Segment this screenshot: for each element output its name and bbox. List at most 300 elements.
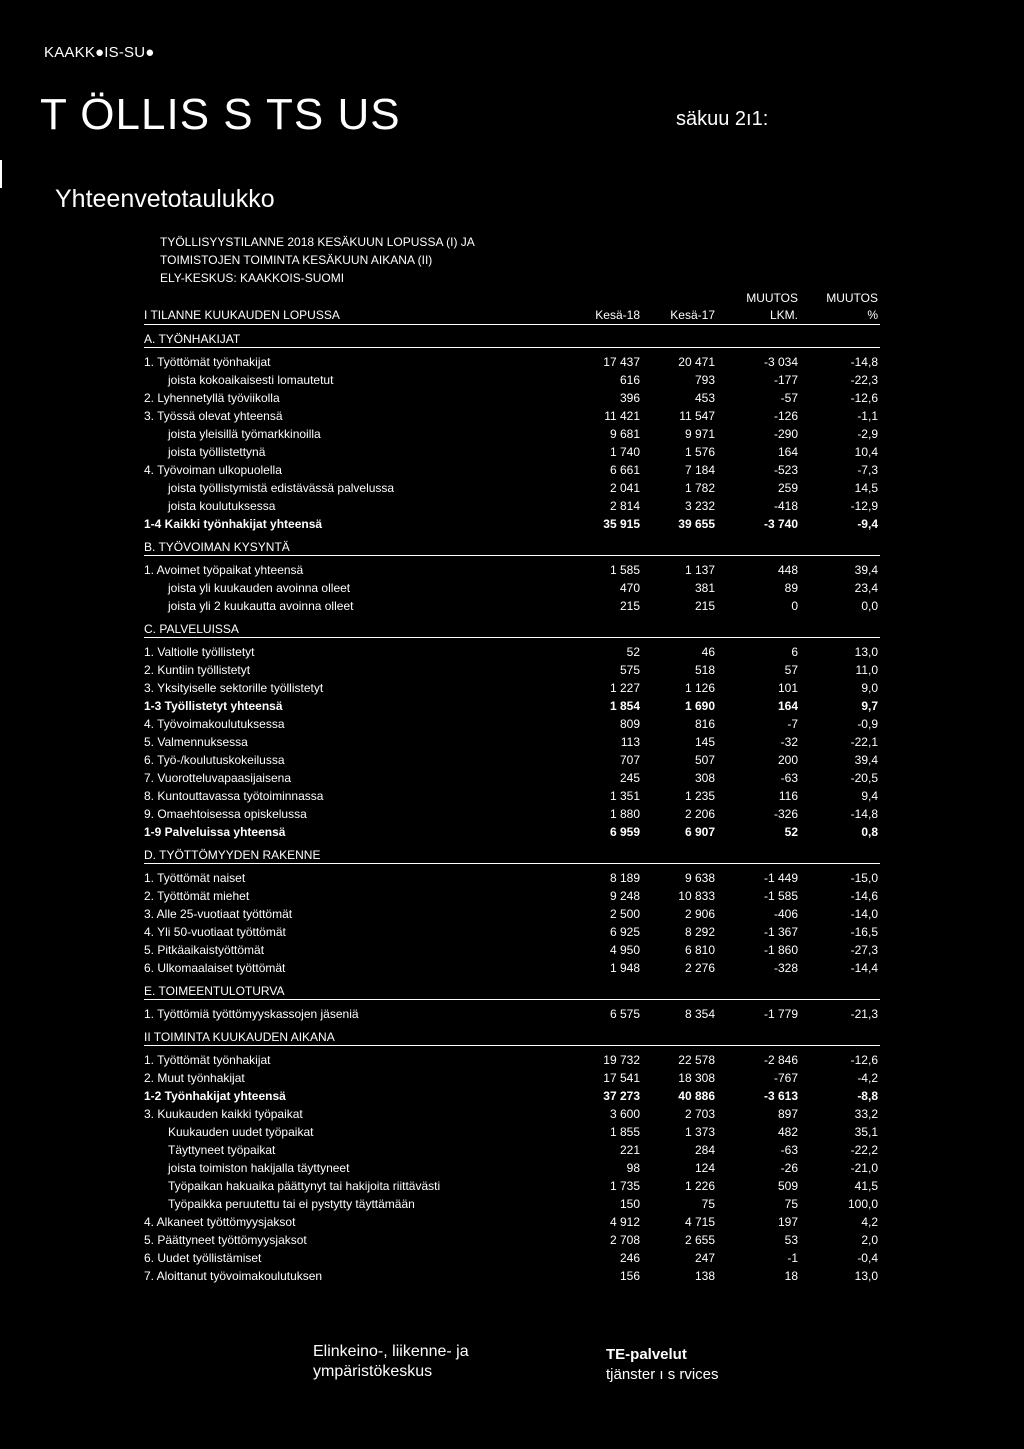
value-change: 200 — [777, 753, 798, 767]
value-current: 52 — [626, 645, 640, 659]
table-row — [144, 561, 880, 579]
table-row — [144, 661, 880, 679]
value-previous: 4 715 — [684, 1215, 715, 1229]
value-change-percent: 39,4 — [854, 753, 878, 767]
value-previous: 20 471 — [678, 355, 715, 369]
value-current: 17 437 — [603, 355, 640, 369]
row-label: joista koulutuksessa — [168, 499, 276, 513]
value-change-percent: -15,0 — [850, 871, 878, 885]
value-change-percent: 0,8 — [861, 825, 878, 839]
value-previous: 2 906 — [684, 907, 715, 921]
value-previous: 1 782 — [684, 481, 715, 495]
value-current: 215 — [619, 599, 640, 613]
value-change: -63 — [780, 771, 798, 785]
table-row — [144, 1123, 880, 1141]
table-row — [144, 959, 880, 977]
value-previous: 284 — [694, 1143, 715, 1157]
margin-mark — [0, 160, 2, 188]
value-change-percent: -7,3 — [857, 463, 878, 477]
row-label: joista kokoaikaisesti lomautetut — [168, 373, 334, 387]
value-change: -767 — [773, 1071, 798, 1085]
value-change: -418 — [773, 499, 798, 513]
row-label: 1. Avoimet työpaikat yhteensä — [144, 563, 304, 577]
value-change-percent: -22,1 — [850, 735, 878, 749]
section-heading — [144, 330, 880, 348]
section-heading — [144, 620, 880, 638]
value-current: 809 — [619, 717, 640, 731]
table-row — [144, 479, 880, 497]
value-current: 3 600 — [609, 1107, 640, 1121]
row-label: Työpaikan hakuaika päättynyt tai hakijoita riittävästi — [168, 1179, 441, 1193]
value-change: 482 — [777, 1125, 798, 1139]
section-heading — [144, 538, 880, 556]
value-previous: 18 308 — [678, 1071, 715, 1085]
section-title: E. TOIMEENTULOTURVA — [144, 984, 285, 998]
section-heading — [144, 982, 880, 1000]
row-label: 6. Työ-/koulutuskokeilussa — [144, 753, 285, 767]
value-previous: 793 — [694, 373, 715, 387]
value-change-percent: -12,6 — [850, 1053, 878, 1067]
table-row — [144, 461, 880, 479]
table-row — [144, 1231, 880, 1249]
table-row — [144, 1159, 880, 1177]
value-change-percent: 2,0 — [861, 1233, 878, 1247]
row-label: 3. Kuukauden kaikki työpaikat — [144, 1107, 303, 1121]
value-previous: 215 — [694, 599, 715, 613]
section-title: B. TYÖVOIMAN KYSYNTÄ — [144, 540, 290, 554]
value-current: 11 421 — [604, 409, 640, 423]
value-current: 1 227 — [609, 681, 640, 695]
value-previous: 2 206 — [684, 807, 715, 821]
row-label: 1-2 Työnhakijat yhteensä — [144, 1089, 286, 1103]
table-row — [144, 697, 880, 715]
value-current: 1 948 — [609, 961, 640, 975]
value-change: 52 — [784, 825, 798, 839]
row-label: 8. Kuntouttavassa työtoiminnassa — [144, 789, 324, 803]
row-label: 2. Muut työnhakijat — [144, 1071, 245, 1085]
row-label: 1. Valtiolle työllistetyt — [144, 645, 255, 659]
te-sub: tjänster ı s rvices — [606, 1366, 719, 1383]
value-change-percent: 11,0 — [855, 663, 878, 677]
value-previous: 124 — [694, 1161, 715, 1175]
value-current: 9 248 — [609, 889, 640, 903]
value-change: -63 — [780, 1143, 798, 1157]
value-previous: 75 — [701, 1197, 715, 1211]
table-row — [144, 679, 880, 697]
value-change: 164 — [777, 445, 798, 459]
value-current: 156 — [619, 1269, 640, 1283]
value-previous: 507 — [694, 753, 715, 767]
value-current: 2 814 — [609, 499, 640, 513]
table-row — [144, 497, 880, 515]
value-current: 6 959 — [609, 825, 640, 839]
value-previous: 816 — [694, 717, 715, 731]
row-label: 3. Työssä olevat yhteensä — [144, 409, 283, 423]
value-change: 116 — [778, 789, 798, 803]
row-label: 1. Työttömät työnhakijat — [144, 1053, 271, 1067]
value-change: -3 034 — [763, 355, 798, 369]
value-change: -1 449 — [763, 871, 798, 885]
value-previous: 1 126 — [684, 681, 715, 695]
table-row — [144, 1105, 880, 1123]
table-row — [144, 823, 880, 841]
value-current: 8 189 — [609, 871, 640, 885]
row-label: 4. Yli 50-vuotiaat työttömät — [144, 925, 286, 939]
row-label: 3. Yksityiselle sektorille työllistetyt — [144, 681, 324, 695]
row-label: 4. Työvoimakoulutuksessa — [144, 717, 285, 731]
value-current: 221 — [619, 1143, 640, 1157]
value-change: 197 — [777, 1215, 798, 1229]
col-header-change-count: MUUTOS — [746, 291, 798, 305]
report-month: säkuu 2ı1: — [676, 108, 769, 130]
value-previous: 2 276 — [684, 961, 715, 975]
value-change-percent: -9,4 — [857, 517, 878, 531]
value-change: 75 — [784, 1197, 798, 1211]
summary-table — [144, 289, 880, 1285]
value-change-percent: -14,8 — [850, 807, 878, 821]
value-change: -32 — [780, 735, 798, 749]
value-change-percent: -20,5 — [850, 771, 878, 785]
value-current: 2 708 — [609, 1233, 640, 1247]
row-label: 1-3 Työllistetyt yhteensä — [144, 699, 283, 713]
value-previous: 7 184 — [684, 463, 715, 477]
value-change-percent: -12,9 — [850, 499, 878, 513]
value-current: 616 — [619, 373, 640, 387]
value-previous: 1 137 — [684, 563, 715, 577]
value-change-percent: -21,3 — [850, 1007, 878, 1021]
value-change: -290 — [773, 427, 798, 441]
table-row — [144, 1267, 880, 1285]
value-current: 246 — [619, 1251, 640, 1265]
row-label: 7. Vuorotteluvapaasijaisena — [144, 771, 291, 785]
value-change: -3 740 — [763, 517, 798, 531]
meta-line: ELY-KESKUS: KAAKKOIS-SUOMI — [160, 271, 345, 285]
row-label: 1-9 Palveluissa yhteensä — [144, 825, 286, 839]
table-row — [144, 1087, 880, 1105]
row-label: joista työllistettynä — [168, 445, 266, 459]
value-previous: 46 — [701, 645, 715, 659]
value-change-percent: -16,5 — [850, 925, 878, 939]
value-current: 17 541 — [603, 1071, 640, 1085]
row-label: Työpaikka peruutettu tai ei pystytty täyttämään — [168, 1197, 415, 1211]
table-row — [144, 923, 880, 941]
value-current: 113 — [620, 735, 640, 749]
value-current: 98 — [626, 1161, 640, 1175]
table-row — [144, 1051, 880, 1069]
value-change: 509 — [777, 1179, 798, 1193]
row-label: 6. Ulkomaalaiset työttömät — [144, 961, 286, 975]
value-current: 1 351 — [609, 789, 640, 803]
table-header — [144, 306, 880, 325]
value-change-percent: -14,0 — [850, 907, 878, 921]
table-row — [144, 389, 880, 407]
value-previous: 11 547 — [679, 409, 715, 423]
value-previous: 1 226 — [684, 1179, 715, 1193]
value-change-percent: 39,4 — [854, 563, 878, 577]
table-row — [144, 805, 880, 823]
table-row — [144, 769, 880, 787]
table-row — [144, 1005, 880, 1023]
row-label: 1. Työttömät työnhakijat — [144, 355, 271, 369]
value-current: 396 — [619, 391, 640, 405]
row-label: joista toimiston hakijalla täyttyneet — [168, 1161, 350, 1175]
value-previous: 2 655 — [684, 1233, 715, 1247]
value-previous: 1 576 — [684, 445, 715, 459]
value-change: -1 779 — [763, 1007, 798, 1021]
value-current: 37 273 — [603, 1089, 640, 1103]
row-label: 1. Työttömät naiset — [144, 871, 246, 885]
value-change: 6 — [791, 645, 798, 659]
value-previous: 8 292 — [684, 925, 715, 939]
table-row — [144, 869, 880, 887]
value-current: 1 735 — [609, 1179, 640, 1193]
value-current: 4 912 — [609, 1215, 640, 1229]
table-row — [144, 1177, 880, 1195]
value-previous: 247 — [694, 1251, 715, 1265]
value-change: -523 — [773, 463, 798, 477]
row-label: Kuukauden uudet työpaikat — [168, 1125, 314, 1139]
value-change: 18 — [784, 1269, 798, 1283]
table-row — [144, 1213, 880, 1231]
table-row — [144, 787, 880, 805]
value-change: 101 — [777, 681, 798, 695]
row-label: joista yli kuukauden avoinna olleet — [168, 581, 351, 595]
value-current: 1 854 — [609, 699, 640, 713]
row-label: 5. Päättyneet työttömyysjaksot — [144, 1233, 307, 1247]
value-change-percent: -4,2 — [857, 1071, 878, 1085]
value-previous: 381 — [694, 581, 715, 595]
value-change: 259 — [777, 481, 798, 495]
row-label: 5. Pitkäaikaistyöttömät — [144, 943, 265, 957]
table-header-top — [144, 289, 880, 306]
table-row — [144, 715, 880, 733]
table-header-label: I TILANNE KUUKAUDEN LOPUSSA — [144, 308, 340, 322]
value-change-percent: 41,5 — [854, 1179, 878, 1193]
value-previous: 9 971 — [684, 427, 715, 441]
value-change-percent: 9,0 — [861, 681, 878, 695]
value-current: 707 — [619, 753, 640, 767]
row-label: 4. Työvoiman ulkopuolella — [144, 463, 282, 477]
value-previous: 6 907 — [684, 825, 715, 839]
value-change: 164 — [777, 699, 798, 713]
row-label: 4. Alkaneet työttömyysjaksot — [144, 1215, 296, 1229]
value-previous: 39 655 — [678, 517, 715, 531]
value-current: 35 915 — [603, 517, 640, 531]
value-change-percent: -1,1 — [857, 409, 878, 423]
value-change-percent: 10,4 — [854, 445, 878, 459]
value-change-percent: 14,5 — [854, 481, 878, 495]
table-row — [144, 1249, 880, 1267]
table-row — [144, 643, 880, 661]
value-current: 19 732 — [603, 1053, 640, 1067]
value-current: 1 585 — [609, 563, 640, 577]
value-previous: 518 — [694, 663, 715, 677]
value-change-percent: -22,3 — [850, 373, 878, 387]
value-change-percent: -0,9 — [857, 717, 878, 731]
section-title: C. PALVELUISSA — [144, 622, 239, 636]
value-change-percent: 23,4 — [854, 581, 878, 595]
value-change-percent: -12,6 — [850, 391, 878, 405]
value-previous: 1 690 — [684, 699, 715, 713]
value-previous: 8 354 — [684, 1007, 715, 1021]
value-change: -326 — [773, 807, 798, 821]
col-header-previous: Kesä-17 — [670, 308, 715, 322]
meta-line: TYÖLLISYYSTILANNE 2018 KESÄKUUN LOPUSSA (I) JA — [160, 235, 475, 249]
col-header-current: Kesä-18 — [595, 308, 640, 322]
value-change-percent: -21,0 — [850, 1161, 878, 1175]
value-change-percent: 4,2 — [861, 1215, 878, 1229]
value-previous: 10 833 — [678, 889, 715, 903]
te-brand: TE-palvelut — [606, 1346, 687, 1363]
region-label: KAAKK●IS-SU● — [44, 44, 155, 61]
value-change-percent: 35,1 — [854, 1125, 878, 1139]
value-change: -26 — [780, 1161, 798, 1175]
value-change-percent: 13,0 — [854, 645, 878, 659]
table-row — [144, 941, 880, 959]
table-row — [144, 597, 880, 615]
value-change: -1 — [787, 1251, 798, 1265]
value-change-percent: 9,7 — [861, 699, 878, 713]
value-change-percent: 13,0 — [854, 1269, 878, 1283]
value-change: -2 846 — [763, 1053, 798, 1067]
value-change: -328 — [773, 961, 798, 975]
value-current: 1 740 — [609, 445, 640, 459]
value-change: -3 613 — [763, 1089, 798, 1103]
value-previous: 40 886 — [678, 1089, 715, 1103]
value-current: 2 500 — [609, 907, 640, 921]
value-previous: 3 232 — [684, 499, 715, 513]
row-label: 2. Kuntiin työllistetyt — [144, 663, 251, 677]
row-label: 2. Lyhennetyllä työviikolla — [144, 391, 280, 405]
row-label: 7. Aloittanut työvoimakoulutuksen — [144, 1269, 323, 1283]
row-label: 1. Työttömiä työttömyyskassojen jäseniä — [144, 1007, 359, 1021]
value-change-percent: -8,8 — [857, 1089, 878, 1103]
value-previous: 9 638 — [684, 871, 715, 885]
row-label: joista työllistymistä edistävässä palvelussa — [168, 481, 395, 495]
table-row — [144, 353, 880, 371]
value-previous: 1 373 — [684, 1125, 715, 1139]
value-previous: 138 — [694, 1269, 715, 1283]
value-previous: 308 — [694, 771, 715, 785]
value-change-percent: 33,2 — [854, 1107, 878, 1121]
row-label: 2. Työttömät miehet — [144, 889, 250, 903]
value-change-percent: -22,2 — [850, 1143, 878, 1157]
value-current: 150 — [619, 1197, 640, 1211]
table-row — [144, 751, 880, 769]
row-label: 9. Omaehtoisessa opiskelussa — [144, 807, 307, 821]
value-current: 1 855 — [609, 1125, 640, 1139]
section-heading — [144, 846, 880, 864]
value-change: -406 — [773, 907, 798, 921]
section-title: A. TYÖNHAKIJAT — [144, 332, 241, 346]
row-label: joista yli 2 kuukautta avoinna olleet — [168, 599, 354, 613]
summary-title: Yhteenvetotaulukko — [55, 185, 275, 213]
value-current: 1 880 — [609, 807, 640, 821]
col-header-change-percent: MUUTOS — [826, 291, 878, 305]
value-change-percent: 0,0 — [861, 599, 878, 613]
table-row — [144, 443, 880, 461]
table-row — [144, 905, 880, 923]
table-row — [144, 1069, 880, 1087]
value-current: 6 925 — [609, 925, 640, 939]
ely-logo-text — [313, 1342, 469, 1382]
table-row — [144, 1141, 880, 1159]
value-change: -57 — [780, 391, 798, 405]
col-header-lkm: LKM. — [769, 308, 798, 322]
value-change: 57 — [784, 663, 798, 677]
value-change: 897 — [777, 1107, 798, 1121]
row-label: 3. Alle 25-vuotiaat työttömät — [144, 907, 293, 921]
row-label: 5. Valmennuksessa — [144, 735, 248, 749]
value-change-percent: -27,3 — [850, 943, 878, 957]
value-change: -7 — [787, 717, 798, 731]
value-change: -1 860 — [763, 943, 798, 957]
section-title: II TOIMINTA KUUKAUDEN AIKANA — [144, 1030, 335, 1044]
row-label: Täyttyneet työpaikat — [168, 1143, 276, 1157]
value-change-percent: -14,6 — [850, 889, 878, 903]
section-title: D. TYÖTTÖMYYDEN RAKENNE — [144, 848, 321, 862]
value-change-percent: -0,4 — [857, 1251, 878, 1265]
table-row — [144, 371, 880, 389]
value-previous: 145 — [694, 735, 715, 749]
value-change-percent: -14,4 — [850, 961, 878, 975]
ely-line: Elinkeino-, liikenne- ja — [313, 1343, 469, 1360]
value-previous: 453 — [694, 391, 715, 405]
value-change-percent: 100,0 — [847, 1197, 878, 1211]
value-change: -177 — [773, 373, 798, 387]
table-row — [144, 733, 880, 751]
value-change: 448 — [777, 563, 798, 577]
table-row — [144, 515, 880, 533]
value-change-percent: 9,4 — [861, 789, 878, 803]
value-previous: 2 703 — [684, 1107, 715, 1121]
value-current: 6 575 — [609, 1007, 640, 1021]
value-current: 9 681 — [609, 427, 640, 441]
section-heading — [144, 1028, 880, 1046]
report-meta — [160, 233, 475, 287]
value-current: 575 — [619, 663, 640, 677]
table-row — [144, 1195, 880, 1213]
value-change: 53 — [784, 1233, 798, 1247]
value-current: 2 041 — [609, 481, 640, 495]
table-row — [144, 579, 880, 597]
col-header-pct: % — [867, 308, 878, 322]
value-previous: 1 235 — [684, 789, 715, 803]
value-current: 6 661 — [609, 463, 640, 477]
page-title: T ÖLLIS S TS US — [40, 90, 401, 139]
table-row — [144, 425, 880, 443]
ely-line: ympäristökeskus — [313, 1363, 433, 1380]
value-change: -126 — [773, 409, 798, 423]
table-row — [144, 407, 880, 425]
row-label: 1-4 Kaikki työnhakijat yhteensä — [144, 517, 323, 531]
table-row — [144, 887, 880, 905]
value-change: -1 585 — [763, 889, 798, 903]
value-change: 0 — [791, 599, 798, 613]
row-label: 6. Uudet työllistämiset — [144, 1251, 262, 1265]
value-current: 245 — [619, 771, 640, 785]
value-current: 470 — [619, 581, 640, 595]
value-current: 4 950 — [609, 943, 640, 957]
value-change: 89 — [784, 581, 798, 595]
meta-line: TOIMISTOJEN TOIMINTA KESÄKUUN AIKANA (II) — [160, 253, 433, 267]
value-change-percent: -2,9 — [857, 427, 878, 441]
value-previous: 22 578 — [678, 1053, 715, 1067]
value-change: -1 367 — [763, 925, 798, 939]
row-label: joista yleisillä työmarkkinoilla — [168, 427, 321, 441]
value-change-percent: -14,8 — [850, 355, 878, 369]
te-logo-text — [606, 1345, 719, 1385]
